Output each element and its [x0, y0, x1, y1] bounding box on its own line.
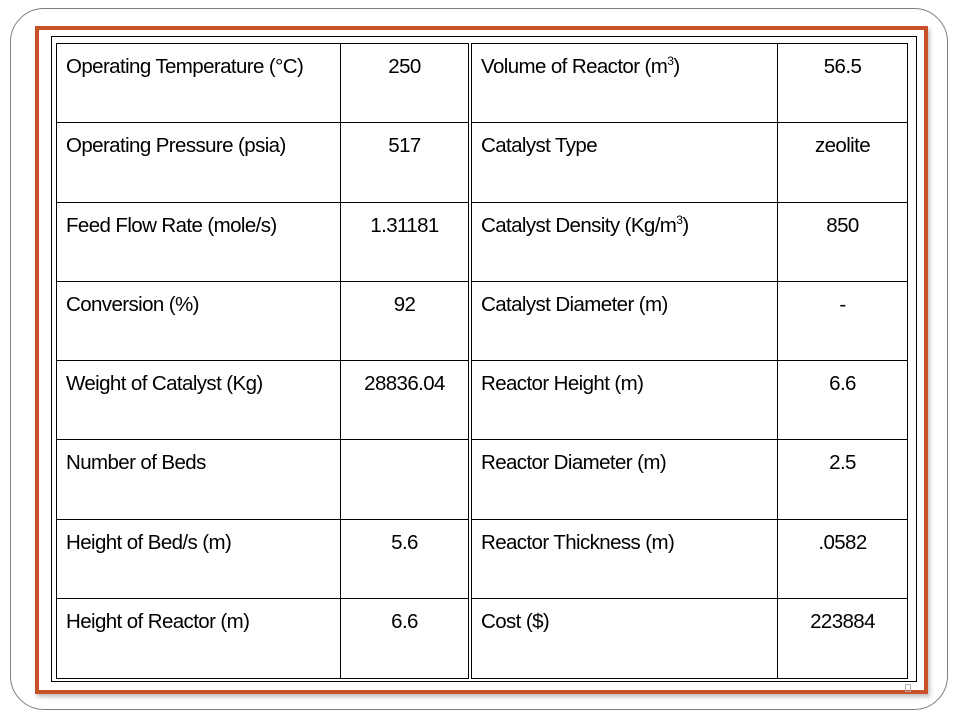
table-cell-label: Reactor Diameter (m) [472, 440, 778, 519]
table-cell-value: - [778, 282, 907, 361]
table-cell-label: Catalyst Type [472, 123, 778, 202]
table-cell-label: Catalyst Density $(Kg/m^3)$ [472, 203, 778, 282]
table-cell-label: Operating Pressure (psia) [57, 123, 341, 202]
table-cell-label: Feed Flow Rate (mole/s) [57, 203, 341, 282]
table-cell-value: .0582 [778, 520, 907, 599]
table-cell-label: Height of Reactor (m) [57, 599, 341, 678]
table-cell-label: Volume of Reactor $(m^3)$ [472, 44, 778, 123]
table-cell-value: 2.5 [778, 440, 907, 519]
table-cell-value: 28836.04 [341, 361, 468, 440]
table-cell-value: 250 [341, 44, 468, 123]
table-cell-label: Height of Bed/s (m) [57, 520, 341, 599]
resize-handle-icon [905, 684, 911, 692]
right-table [471, 43, 908, 679]
table-cell-label: Conversion (%) [57, 282, 341, 361]
table-cell-value: 1.31181 [341, 203, 468, 282]
table-cell-label: Catalyst Diameter (m) [472, 282, 778, 361]
table-cell-label: Weight of Catalyst (Kg) [57, 361, 341, 440]
table-cell-value: 5.6 [341, 520, 468, 599]
table-cell-value: 56.5 [778, 44, 907, 123]
table-cell-value: 517 [341, 123, 468, 202]
table-cell-label: Cost ($) [472, 599, 778, 678]
table-cell-label: Reactor Thickness (m) [472, 520, 778, 599]
table-cell-value: 6.6 [778, 361, 907, 440]
table-cell-label: Operating Temperature (°C) [57, 44, 341, 123]
table-cell-value [341, 440, 468, 519]
table-cell-label: Number of Beds [57, 440, 341, 519]
table-cell-value: zeolite [778, 123, 907, 202]
table-cell-value: 850 [778, 203, 907, 282]
left-table [56, 43, 469, 679]
table-cell-label: Reactor Height (m) [472, 361, 778, 440]
table-cell-value: 92 [341, 282, 468, 361]
table-cell-value: 6.6 [391, 609, 418, 633]
table-cell-value: 223884 [810, 609, 875, 633]
